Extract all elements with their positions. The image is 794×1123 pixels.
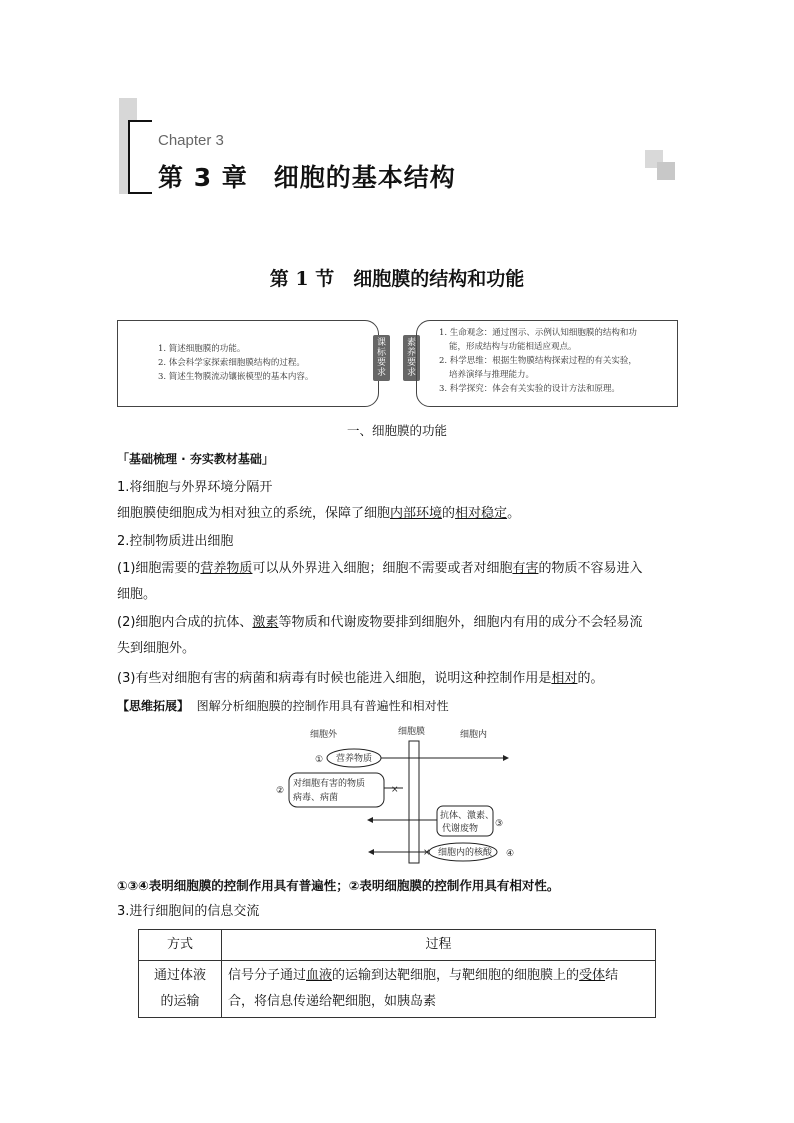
svg-text:×: × xyxy=(423,848,431,858)
membrane-control-diagram xyxy=(270,722,530,867)
table-cell: 信号分子通过血液的运输到达靶细胞，与靶细胞的细胞膜上的受体结 合，将信息传递给靶细胞，如胰岛素 xyxy=(222,961,656,1018)
list-item: 1. 简述细胞膜的功能。 xyxy=(158,344,246,354)
waste-label: 代谢废物 xyxy=(442,824,479,834)
point-2-2: (2)细胞内合成的抗体、激素等物质和代谢废物要排到细胞外，细胞内有用的成分不会轻易流 失到细胞外。 xyxy=(117,615,643,656)
membrane-label: 细胞膜 xyxy=(398,727,426,737)
curriculum-tag: 课标要求 xyxy=(373,335,390,381)
list-item: 培养演绎与推理能力。 xyxy=(449,370,535,380)
svg-text:×: × xyxy=(391,785,399,795)
communication-table xyxy=(138,929,656,1018)
point-3-title: 3.进行细胞间的信息交流 xyxy=(117,904,260,919)
marker-2: ② xyxy=(276,786,285,796)
secretion-label: 抗体、激素、 xyxy=(440,811,495,821)
thinking-extension xyxy=(117,697,449,714)
point-2-1: (1)细胞需要的营养物质可以从外界进入细胞；细胞不需要或者对细胞有害的物质不容易进入 细胞。 xyxy=(117,561,643,602)
section-title: 第 1 节 细胞膜的结构和功能 xyxy=(269,268,525,290)
thinking-label: 【思维拓展】 xyxy=(117,699,190,713)
point-2-3: (3)有些对细胞有害的病菌和病毒有时候也能进入细胞，说明这种控制作用是相对的。 xyxy=(117,671,604,686)
list-item: 2. 体会科学家探索细胞膜结构的过程。 xyxy=(158,358,305,368)
point-1-body: 细胞膜使细胞成为相对独立的系统，保障了细胞内部环境的相对稳定。 xyxy=(117,506,521,521)
block-label: 「基础梳理 · 夯实教材基础」 xyxy=(117,452,274,466)
conclusion: ①③④表明细胞膜的控制作用具有普遍性；②表明细胞膜的控制作用具有相对性。 xyxy=(117,878,560,893)
chapter-title: 第 3 章 细胞的基本结构 xyxy=(158,163,456,192)
nutrient-label: 营养物质 xyxy=(336,754,373,764)
thinking-text: 图解分析细胞膜的控制作用具有普遍性和相对性 xyxy=(196,699,449,713)
literacy-list xyxy=(439,326,637,396)
list-item: 1. 生命观念：通过图示、示例认知细胞膜的结构和功 xyxy=(439,328,637,338)
chapter-english: Chapter 3 xyxy=(158,132,224,149)
point-1-title: 1.将细胞与外界环境分隔开 xyxy=(117,480,273,495)
literacy-tag: 素养要求 xyxy=(403,335,420,381)
marker-3: ③ xyxy=(495,819,504,829)
marker-4: ④ xyxy=(506,849,515,859)
nucleic-label: 细胞内的核酸 xyxy=(438,848,493,858)
deco-square xyxy=(657,162,675,180)
curriculum-list xyxy=(158,342,313,384)
table-header-row xyxy=(139,930,656,961)
literacy-requirements-box xyxy=(416,320,678,407)
pathogen-label: 病毒、病菌 xyxy=(293,793,339,803)
outside-label: 细胞外 xyxy=(310,730,338,740)
harmful-label: 对细胞有害的物质 xyxy=(293,779,366,789)
table-row xyxy=(139,961,656,1018)
table-header: 方式 xyxy=(139,930,222,961)
chapter-deco-bracket xyxy=(128,120,152,194)
table-header: 过程 xyxy=(222,930,656,961)
list-item: 3. 简述生物膜流动镶嵌模型的基本内容。 xyxy=(158,372,314,382)
marker-1: ① xyxy=(315,755,324,765)
point-2-title: 2.控制物质进出细胞 xyxy=(117,534,234,549)
curriculum-requirements-box xyxy=(117,320,379,407)
inside-label: 细胞内 xyxy=(460,730,488,740)
list-item: 2. 科学思维：根据生物膜结构探索过程的有关实验， xyxy=(439,356,637,366)
membrane-bar xyxy=(409,741,419,863)
list-item: 3. 科学探究：体会有关实验的设计方法和原理。 xyxy=(439,384,620,394)
subsection-heading: 一、细胞膜的功能 xyxy=(346,423,447,438)
table-cell: 通过体液 的运输 xyxy=(139,961,222,1018)
list-item: 能，形成结构与功能相适应观点。 xyxy=(449,342,577,352)
